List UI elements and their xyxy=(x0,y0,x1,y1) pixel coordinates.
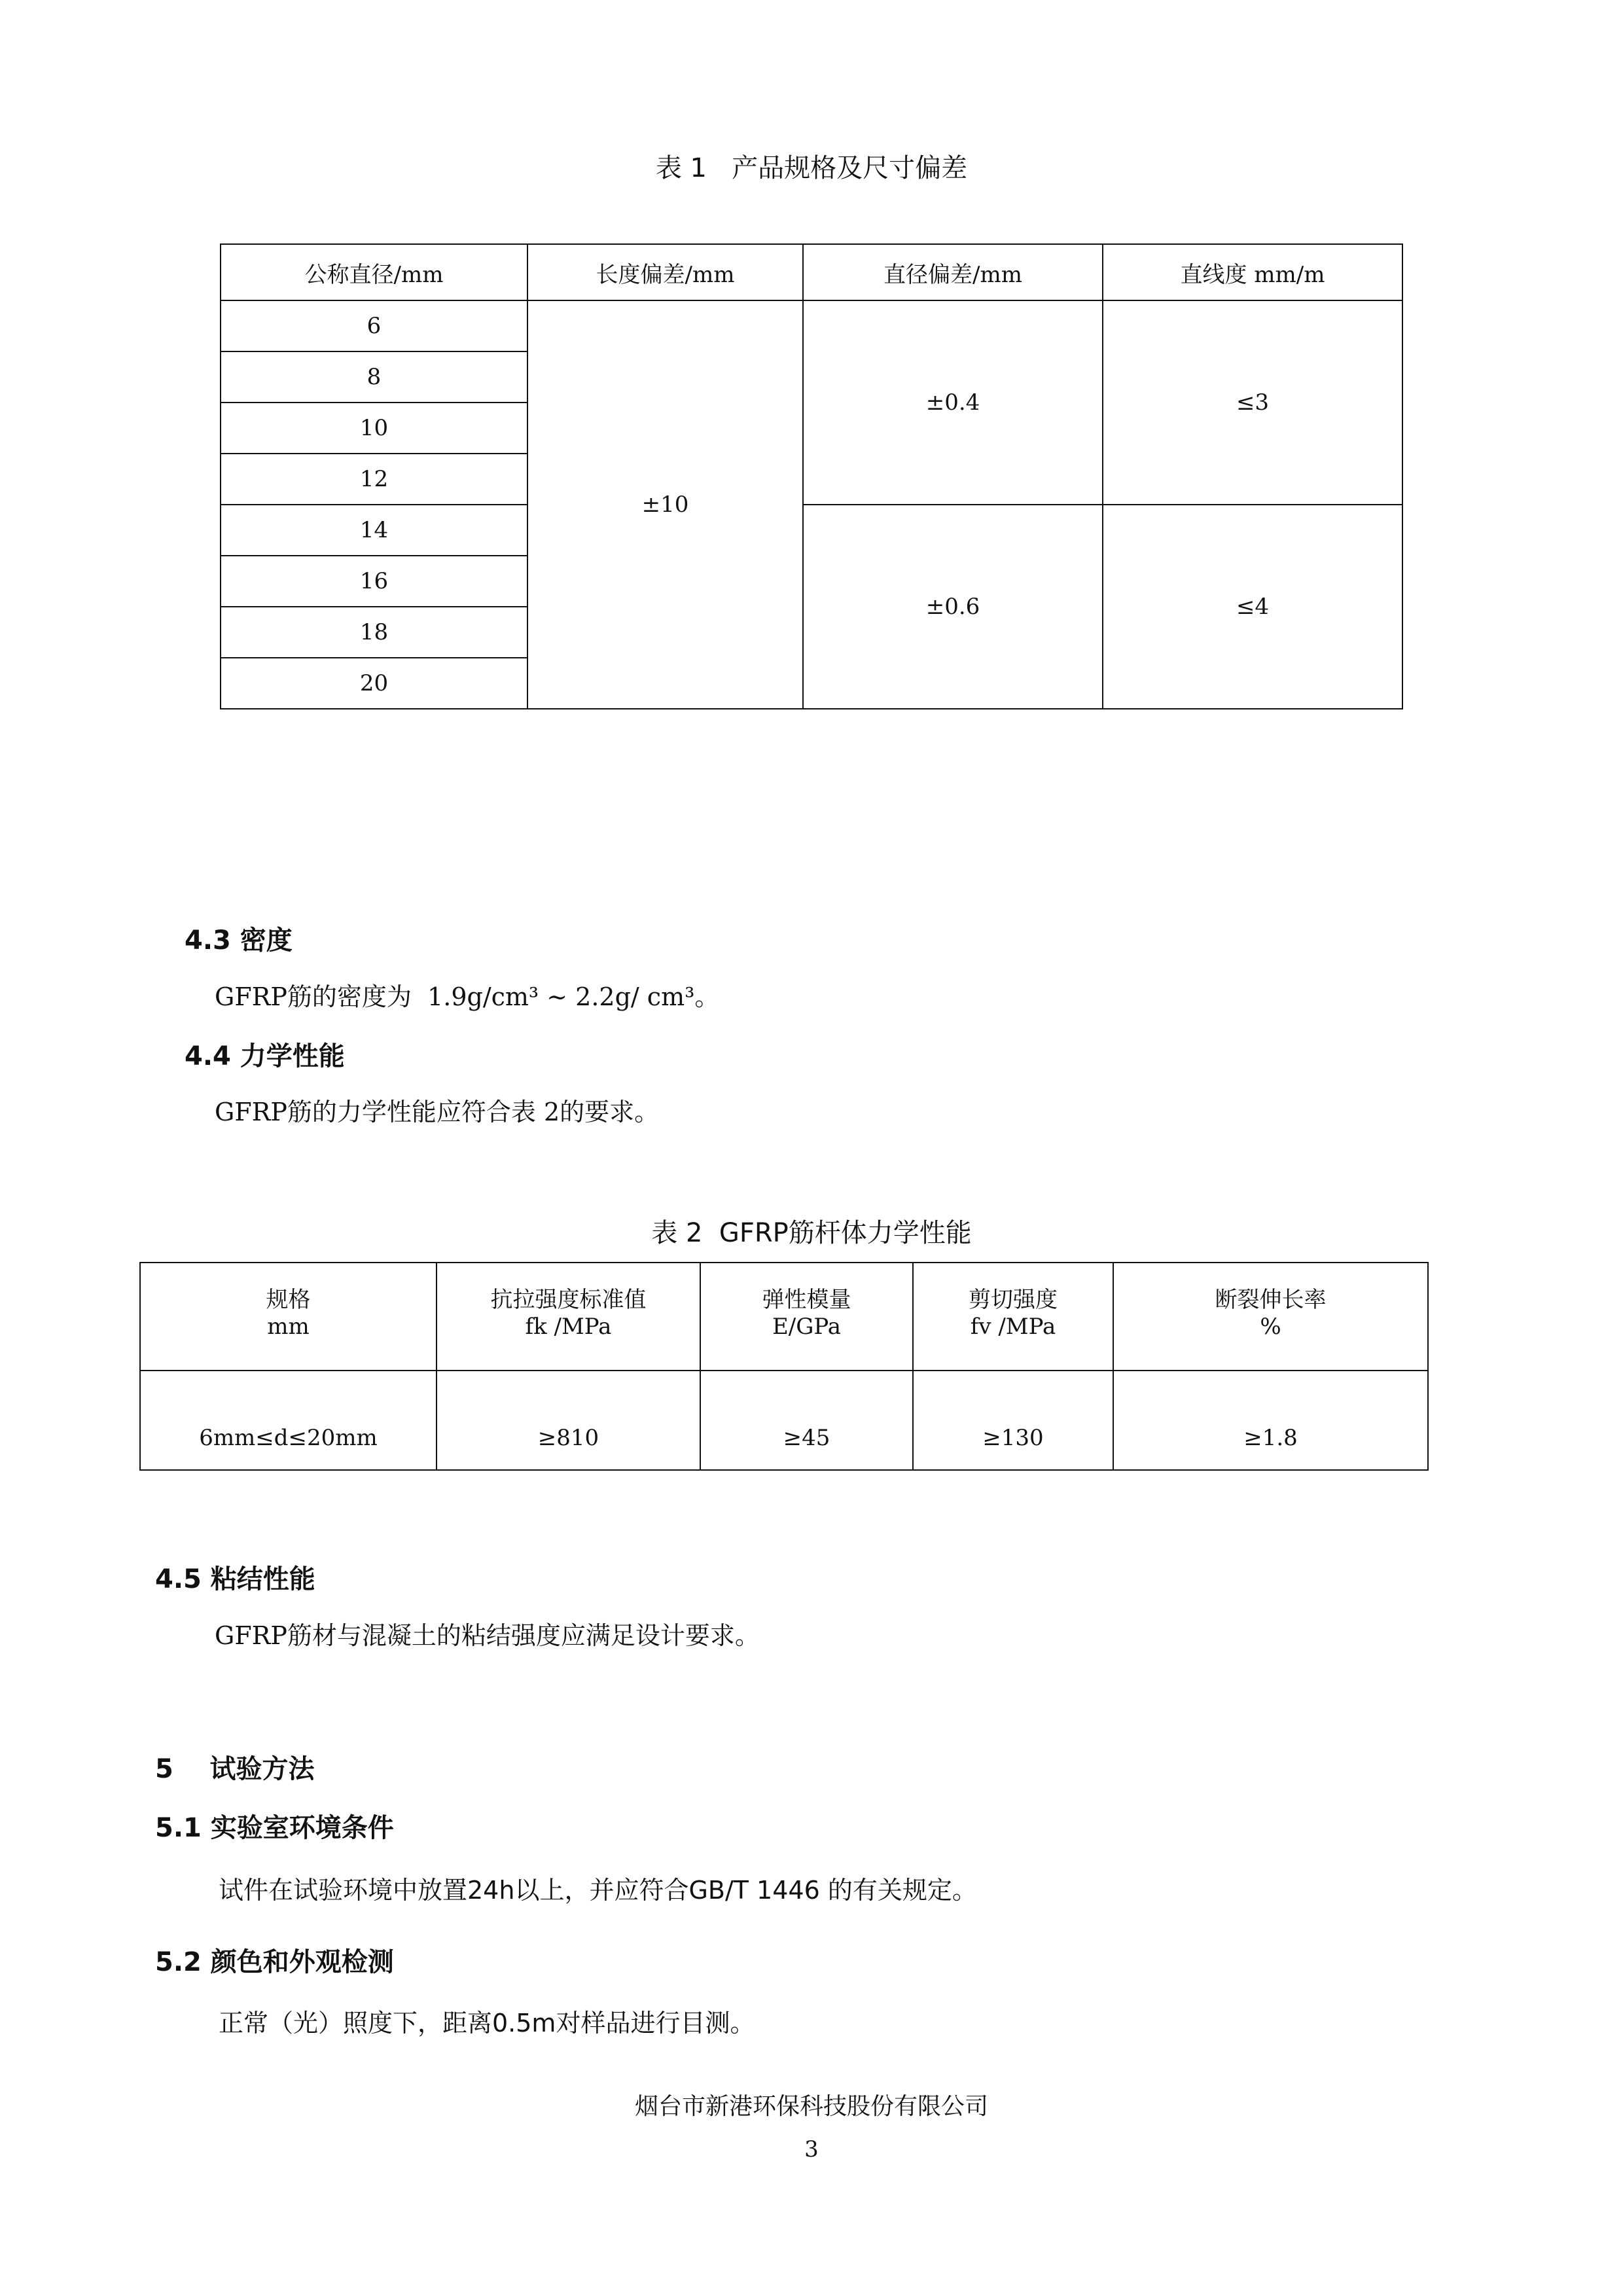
table1-diameter-cell: 18 xyxy=(221,607,527,658)
section-4-5-heading: 4.5 粘结性能 xyxy=(155,1564,315,1594)
table2-header-modulus xyxy=(700,1263,913,1371)
table1-header-diameter: 公称直径/mm xyxy=(221,244,527,300)
table2-header-tensile xyxy=(437,1263,700,1371)
table2-header-label: 断裂伸长率 xyxy=(1215,1287,1327,1313)
table1-diameter-cell: 14 xyxy=(221,505,527,556)
table1-header-straightness: 直线度 mm/m xyxy=(1103,244,1402,300)
section-5-1-text: 试件在试验环境中放置24h以上，并应符合GB/T 1446 的有关规定。 xyxy=(219,1876,977,1905)
table1-straightness-cell: ≤4 xyxy=(1103,505,1402,709)
table2-cell-elongation: ≥1.8 xyxy=(1113,1371,1428,1470)
table1 xyxy=(220,243,1403,709)
table1-diameter-cell: 12 xyxy=(221,454,527,505)
table2-header-shear xyxy=(913,1263,1113,1371)
table2-header-row xyxy=(140,1263,1428,1371)
table2 xyxy=(139,1262,1429,1471)
section-4-4-heading: 4.4 力学性能 xyxy=(185,1041,345,1071)
table2-header-unit: % xyxy=(1260,1314,1281,1340)
table1-diameter-cell: 20 xyxy=(221,658,527,709)
table1-diameter-cell: 16 xyxy=(221,556,527,607)
table2-header-unit: mm xyxy=(267,1314,310,1340)
table2-cell-modulus: ≥45 xyxy=(700,1371,913,1470)
table-row xyxy=(221,300,1402,351)
section-5-heading: 5 试验方法 xyxy=(155,1754,315,1784)
table1-diameter-dev-cell: ±0.6 xyxy=(803,505,1103,709)
table2-header-unit: fk /MPa xyxy=(525,1314,612,1340)
table2-header-label: 规格 xyxy=(266,1287,311,1313)
section-5-1-heading: 5.1 实验室环境条件 xyxy=(155,1813,394,1843)
table2-header-label: 剪切强度 xyxy=(969,1287,1058,1313)
page-number: 3 xyxy=(804,2136,819,2162)
section-4-4-text: GFRP筋的力学性能应符合表 2的要求。 xyxy=(215,1098,660,1126)
table2-caption: 表 2 GFRP筋杆体力学性能 xyxy=(651,1218,972,1248)
table1-diameter-cell: 10 xyxy=(221,403,527,454)
table1-header-diameter-dev: 直径偏差/mm xyxy=(803,244,1103,300)
section-4-3-text: GFRP筋的密度为 1.9g/cm³ ~ 2.2g/ cm³。 xyxy=(215,982,720,1011)
table2-cell-shear: ≥130 xyxy=(913,1371,1113,1470)
section-4-3-heading: 4.3 密度 xyxy=(185,925,293,956)
table1-caption: 表 1 产品规格及尺寸偏差 xyxy=(655,153,968,183)
table-row xyxy=(140,1371,1428,1470)
table1-header-length-dev: 长度偏差/mm xyxy=(527,244,803,300)
table1-diameter-cell: 8 xyxy=(221,351,527,403)
table1-diameter-dev-cell: ±0.4 xyxy=(803,300,1103,505)
footer-company: 烟台市新港环保科技股份有限公司 xyxy=(634,2093,988,2120)
table1-length-dev-cell: ±10 xyxy=(527,300,803,709)
table2-cell-spec: 6mm≤d≤20mm xyxy=(140,1371,437,1470)
section-5-2-heading: 5.2 颜色和外观检测 xyxy=(155,1947,394,1977)
table2-cell-tensile: ≥810 xyxy=(437,1371,700,1470)
table2-header-unit: fv /MPa xyxy=(970,1314,1056,1340)
table1-diameter-cell: 6 xyxy=(221,300,527,351)
table1-straightness-cell: ≤3 xyxy=(1103,300,1402,505)
table2-header-label: 抗拉强度标准值 xyxy=(490,1287,647,1313)
table1-header-row xyxy=(221,244,1402,300)
table2-header-spec xyxy=(140,1263,437,1371)
section-5-2-text: 正常（光）照度下，距离0.5m对样品进行目测。 xyxy=(219,2009,755,2037)
table2-header-label: 弹性模量 xyxy=(762,1287,851,1313)
section-4-5-text: GFRP筋材与混凝土的粘结强度应满足设计要求。 xyxy=(215,1621,760,1650)
table2-header-unit: E/GPa xyxy=(772,1314,842,1340)
table2-header-elongation xyxy=(1113,1263,1428,1371)
table-row xyxy=(221,505,1402,556)
